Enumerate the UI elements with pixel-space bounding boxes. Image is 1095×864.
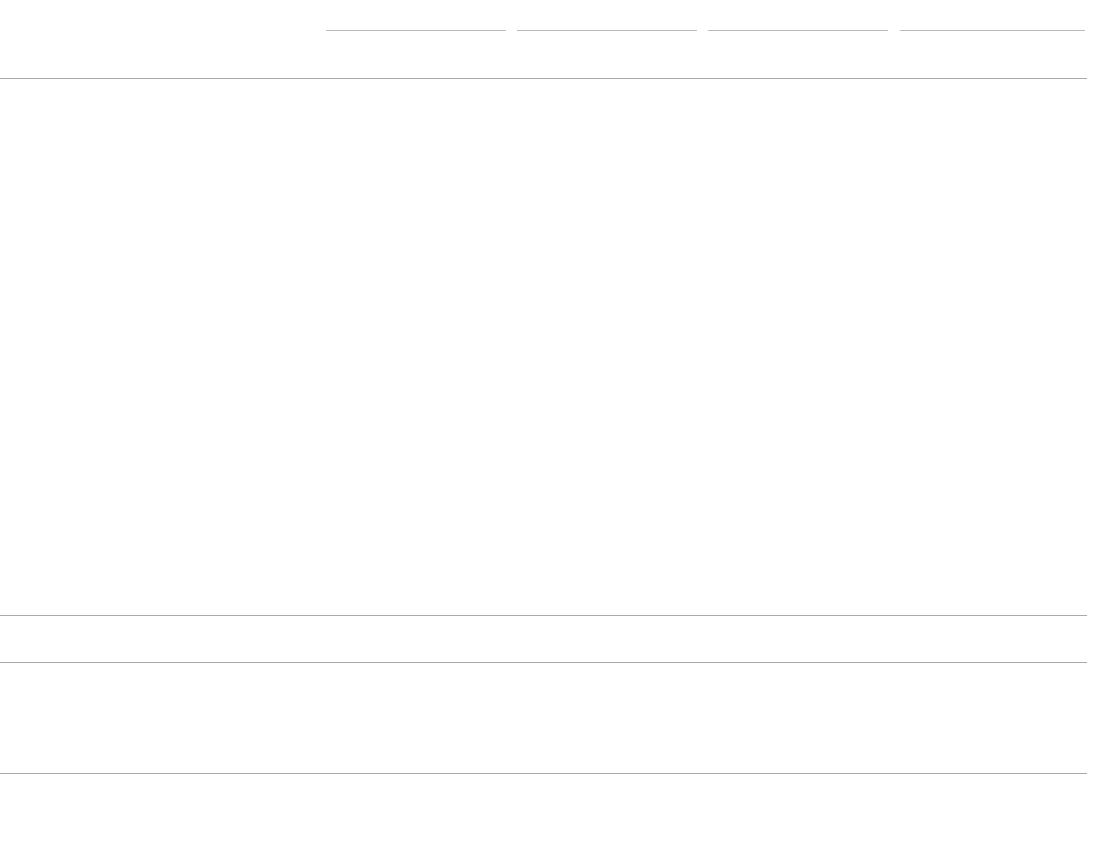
table-header [0, 0, 1095, 82]
group-rule-gender [708, 30, 888, 31]
group-rule-ethnicity [900, 30, 1085, 31]
group-rule-education [517, 30, 697, 31]
group-header-ethnicity [900, 0, 1085, 30]
group-header-gender [708, 0, 888, 30]
header-bottom-rule [0, 78, 1087, 79]
group-header-education [517, 0, 697, 30]
bottom-rule [0, 773, 1087, 774]
mid-rule-lower [0, 662, 1087, 663]
group-rule-age [326, 30, 506, 31]
group-header-age [326, 0, 506, 30]
mid-rule [0, 615, 1087, 616]
